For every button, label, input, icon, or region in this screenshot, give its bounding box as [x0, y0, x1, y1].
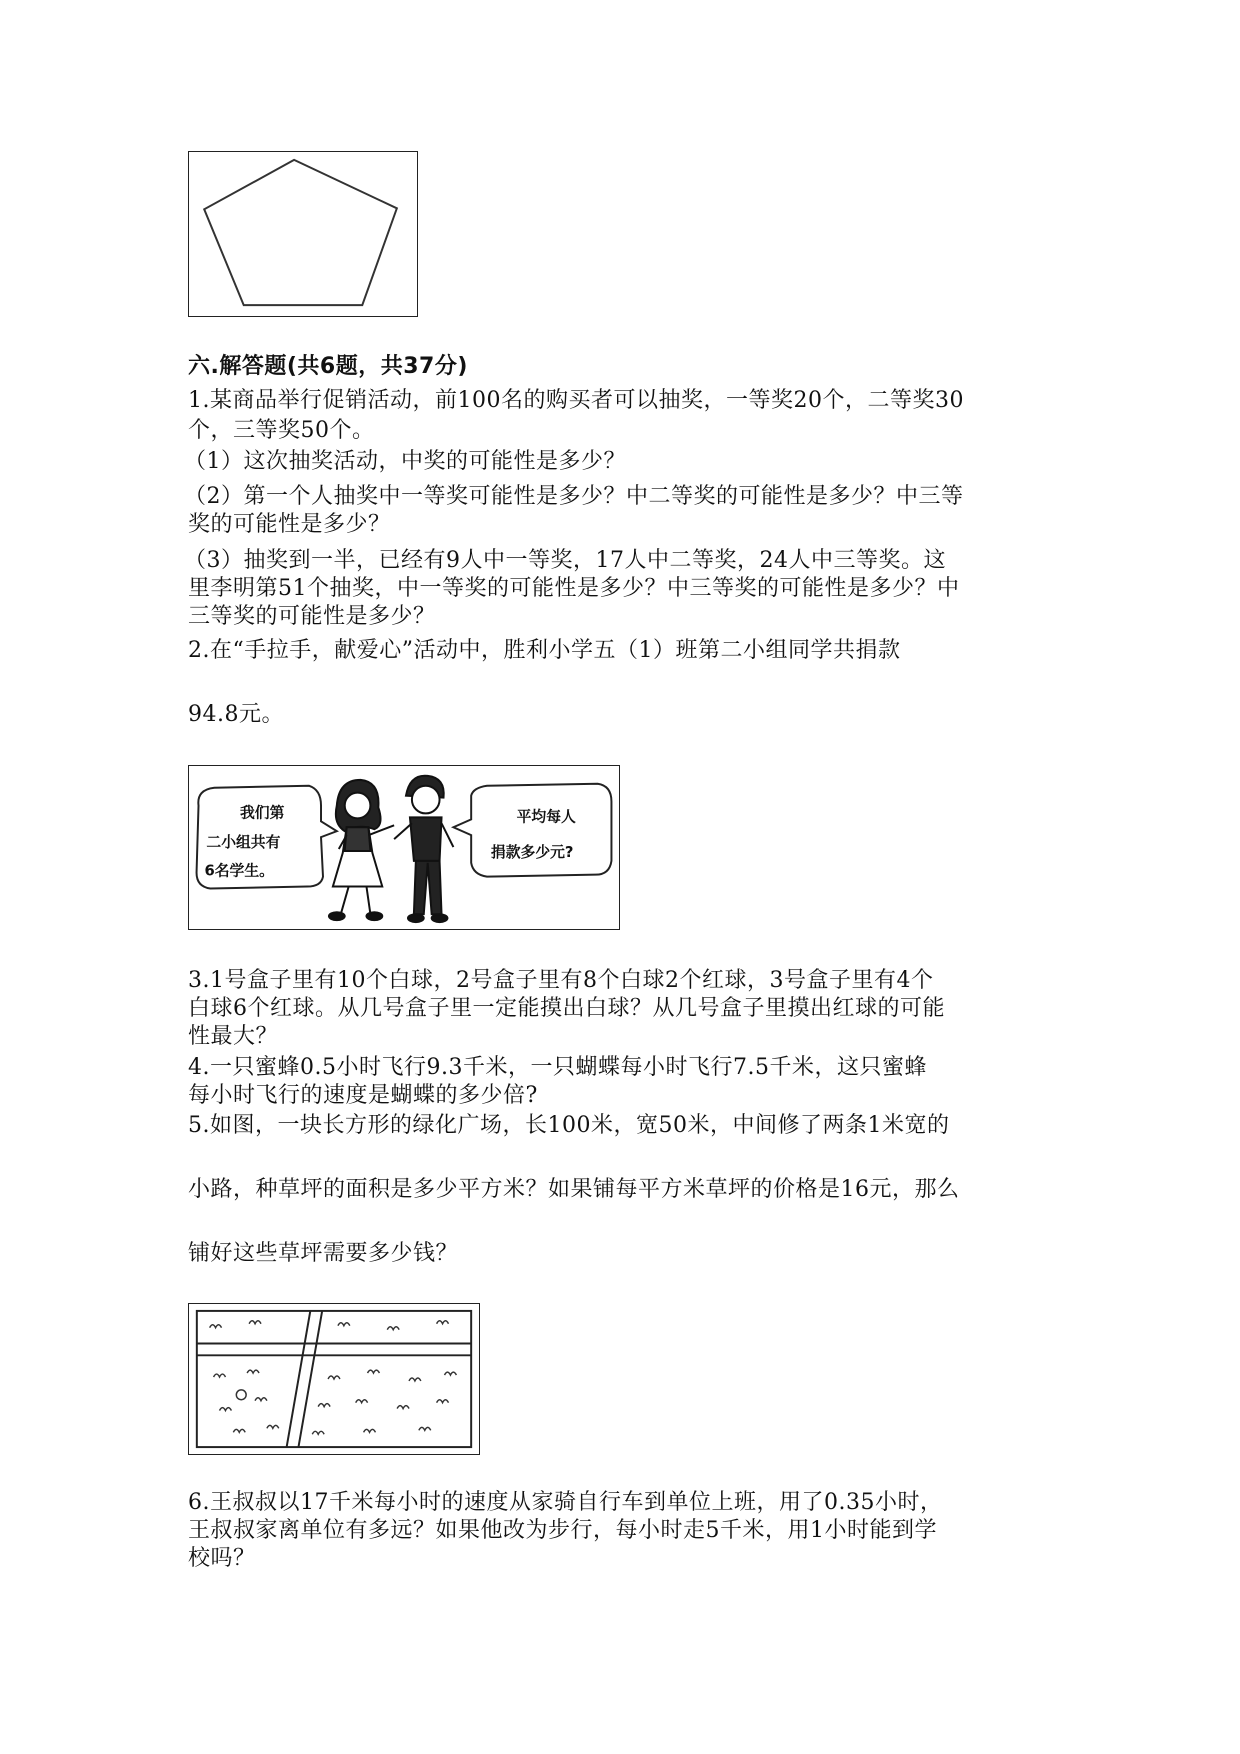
q3-line-2: 白球6个红球。从几号盒子里一定能摸出白球？从几号盒子里摸出红球的可能	[188, 996, 945, 1021]
right-bubble-line-2: 捐款多少元?	[490, 843, 574, 861]
q3-line-3: 性最大？	[188, 1024, 279, 1049]
q5-line-3: 铺好这些草坪需要多少钱？	[188, 1241, 459, 1266]
park-plan-drawing	[189, 1304, 479, 1454]
donation-drawing	[189, 766, 619, 929]
q3-line-1: 3.1号盒子里有10个白球，2号盒子里有8个白球2个红球，3号盒子里有4个	[188, 968, 934, 993]
q2-line-1: 2.在“手拉手，献爱心”活动中，胜利小学五（1）班第二小组同学共捐款	[188, 638, 901, 663]
q6-line-3: 校吗？	[188, 1546, 256, 1571]
q1-sub-3-line-2: 里李明第51个抽奖，中一等奖的可能性是多少？中三等奖的可能性是多少？中	[188, 576, 960, 601]
girl-figure	[329, 780, 394, 920]
q2-line-2: 94.8元。	[188, 702, 284, 727]
q1-sub-3-line-1: （3）抽奖到一半，已经有9人中一等奖，17人中二等奖，24人中三等奖。这	[184, 548, 946, 573]
boy-figure	[394, 776, 453, 922]
q1-line-1: 1.某商品举行促销活动，前100名的购买者可以抽奖，一等奖20个，二等奖30	[188, 388, 964, 413]
q1-sub-2-line-1: （2）第一个人抽奖中一等奖可能性是多少？中二等奖的可能性是多少？中三等	[184, 484, 964, 509]
donation-illustration	[188, 765, 620, 930]
q1-sub-2-line-2: 奖的可能性是多少？	[188, 512, 391, 537]
right-bubble-line-1: 平均每人	[516, 808, 576, 826]
q4-line-2: 每小时飞行的速度是蝴蝶的多少倍?	[188, 1083, 538, 1108]
q5-line-2: 小路，种草坪的面积是多少平方米？如果铺每平方米草坪的价格是16元，那么	[188, 1177, 960, 1202]
q1-line-2: 个，三等奖50个。	[188, 418, 375, 443]
left-bubble-line-3: 6名学生。	[204, 862, 274, 880]
park-plan-figure	[188, 1303, 480, 1455]
q6-line-2: 王叔叔家离单位有多远？如果他改为步行，每小时走5千米，用1小时能到学	[188, 1518, 937, 1543]
q6-line-1: 6.王叔叔以17千米每小时的速度从家骑自行车到单位上班，用了0.35小时，	[188, 1490, 943, 1515]
pentagon-drawing	[189, 152, 417, 316]
pentagon-figure	[188, 151, 418, 317]
q1-sub-1: （1）这次抽奖活动，中奖的可能性是多少？	[184, 449, 626, 474]
left-bubble-line-1: 我们第	[240, 804, 285, 822]
q5-line-1: 5.如图，一块长方形的绿化广场，长100米，宽50米，中间修了两条1米宽的	[188, 1113, 950, 1138]
left-bubble-line-2: 二小组共有	[206, 834, 281, 852]
q1-sub-3-line-3: 三等奖的可能性是多少？	[188, 604, 436, 629]
q4-line-1: 4.一只蜜蜂0.5小时飞行9.3千米，一只蝴蝶每小时飞行7.5千米，这只蜜蜂	[188, 1055, 927, 1080]
section-heading: 六.解答题(共6题，共37分)	[188, 354, 468, 379]
right-speech-bubble	[453, 784, 611, 877]
pentagon-shape	[204, 160, 397, 305]
